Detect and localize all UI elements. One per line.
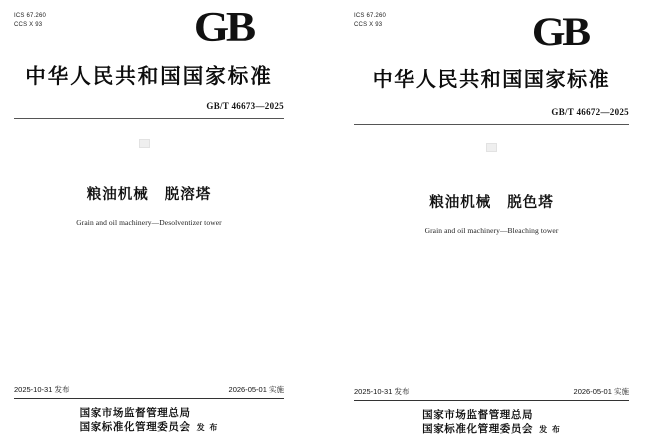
issue-date: 2025-10-31 [14, 384, 53, 394]
standard-cover-page-left [0, 0, 300, 446]
national-standard-title: 中华人民共和国国家标准 [372, 67, 611, 92]
issuer-line-1: 国家市场监督管理总局 [422, 408, 534, 421]
placeholder-mark-icon [486, 143, 497, 152]
effective-label: 实施 [269, 384, 284, 394]
issue-date-group [354, 386, 409, 397]
standard-cover-page-right [340, 0, 645, 446]
issuer-line-1: 国家市场监督管理总局 [79, 406, 191, 419]
header-divider [354, 124, 629, 125]
ccs-code: CCS X 93 [14, 21, 43, 28]
effective-label: 实施 [614, 386, 629, 396]
gb-emblem-text: GB [531, 9, 588, 54]
footer-divider [14, 398, 284, 399]
footer-block [354, 386, 629, 436]
subject-title-cn [14, 183, 284, 204]
issuer-action-label: 发 布 [539, 424, 561, 434]
issue-date-group [14, 384, 69, 395]
date-row [14, 384, 284, 398]
issuer-block [14, 406, 284, 434]
issuer-line-2: 国家标准化管理委员会 [79, 420, 191, 433]
effective-date-group [574, 386, 629, 397]
ccs-code: CCS X 93 [354, 21, 383, 28]
footer-block [14, 384, 284, 434]
issuer-action-label: 发 布 [196, 422, 219, 432]
issuer-names [80, 406, 191, 434]
gb-emblem-icon [531, 8, 588, 55]
gb-emblem-text: GB [193, 5, 253, 51]
placeholder-mark-icon [139, 139, 150, 148]
issuer-line-2: 国家标准化管理委员会 [422, 422, 534, 435]
standard-number: GB/T 46673—2025 [206, 101, 284, 112]
subject-title-cn-item: 脱色塔 [507, 194, 554, 212]
issue-label: 发布 [394, 386, 410, 396]
issue-date: 2025-10-31 [354, 386, 393, 396]
footer-divider [354, 400, 629, 401]
subject-title-cn [354, 191, 629, 212]
subject-title-cn-category: 粮油机械 [429, 194, 492, 212]
effective-date: 2026-05-01 [228, 384, 267, 394]
national-standard-title: 中华人民共和国国家标准 [25, 64, 273, 89]
header-divider [14, 118, 284, 119]
effective-date: 2026-05-01 [573, 386, 612, 396]
issuer-block [354, 408, 629, 436]
subject-title-cn-category: 粮油机械 [86, 186, 149, 204]
standard-number: GB/T 46672—2025 [551, 107, 629, 118]
gb-emblem-icon [193, 4, 253, 52]
issue-label: 发布 [54, 384, 70, 394]
ics-code: ICS 67.260 [354, 13, 387, 19]
subject-title-cn-item: 脱溶塔 [164, 186, 212, 204]
date-row [354, 386, 629, 400]
ics-code: ICS 67.260 [14, 13, 47, 19]
subject-title-en: Grain and oil machinery—Desolventizer tower [76, 218, 222, 228]
effective-date-group [229, 384, 284, 395]
subject-title-en: Grain and oil machinery—Bleaching tower [424, 226, 559, 236]
issuer-names [422, 408, 533, 436]
